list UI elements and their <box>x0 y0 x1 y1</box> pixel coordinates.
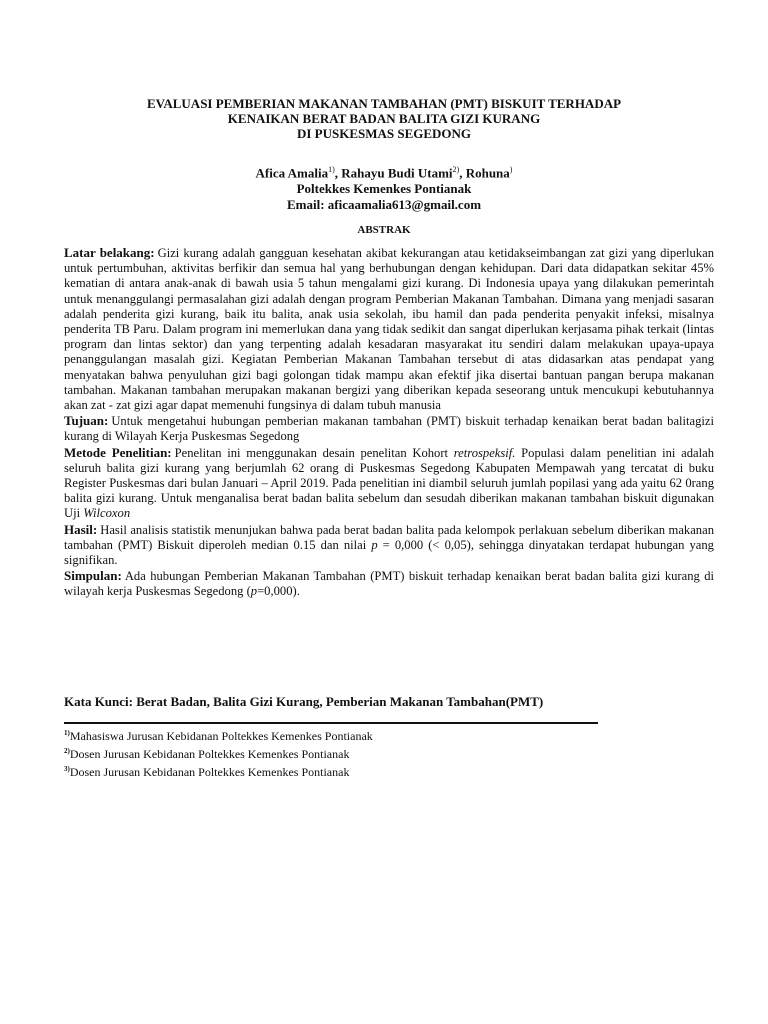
section-text: Gizi kurang adalah gangguan kesehatan akibat kekurangan atau ketidakseimbangan zat gizi yang diperlukan untuk pertumbuhan, aktivitas berfikir dan semua hal yang berhubungan dengan kehidupan. Dari data didapatkan sekitar 45% kematian di antara anak-anak di bawah usia 5 tahun mengalami gizi kurang. Di Indonesia upaya yang dilakukan pemerintah untuk menanggulangi permasalahan gizi adalah dengan program Pemberian Makanan Tambahan. Dimana yang menjadi sasaran adalah penderita gizi kurang, baik itu balita, anak usia sekolah, ibu hamil dan pada penderita penyakit infeksi, misalnya penderita TB Paru. Dalam program ini memerlukan dana yang tidak sedikit dan sangat diperlukan kerjasama pihak terkait (lintas program dan lintas sektor) dan yang terpenting adalah kesadaran masyarakat itu sendiri dalam melakukan upaya-upaya penanggulangan masalah gizi. Kegiatan Pemberian Makanan Tambahan tersebut di atas didasarkan atas pendapat yang menyatakan bahwa penyuluhan gizi bagi golongan tidak mampu akan efektif jika disertai bantuan pangan berupa makanan tambahan. Makanan tambahan merupakan makanan bergizi yang diberikan kepada seseorang untuk mencukupi kebutuhannya akan zat - zat gizi agar dapat memenuhi fungsinya di dalam tubuh manusia <box>64 246 714 413</box>
title-line-2: KENAIKAN BERAT BADAN BALITA GIZI KURANG <box>227 111 541 126</box>
author-affiliation-mark: 2) <box>452 165 460 174</box>
section-text: = 0,000 (< 0,05), sehingga dinyatakan terdapat hubungan yang signifikan. <box>64 537 714 568</box>
title-line-1: EVALUASI PEMBERIAN MAKANAN TAMBAHAN (PMT) BISKUIT TERHADAP <box>146 96 622 111</box>
title-line-3: DI PUSKESMAS SEGEDONG <box>296 126 472 141</box>
paper-title <box>0 96 768 141</box>
author-affiliation-mark: 1) <box>328 165 335 174</box>
author-block <box>0 162 768 213</box>
footnotes <box>64 726 714 780</box>
author-list <box>0 162 768 181</box>
section-label: Simpulan: <box>64 568 122 584</box>
abstract-method <box>64 445 714 522</box>
author-affiliation-mark: ) <box>509 165 513 174</box>
footnote <box>64 726 714 744</box>
footnote-mark: 1) <box>64 729 70 737</box>
author-name: Rahayu Budi Utami <box>341 165 453 181</box>
italic-term: retrospeksif. <box>453 445 516 460</box>
italic-term: p <box>250 584 258 599</box>
section-label: Tujuan: <box>64 413 109 429</box>
keywords: Kata Kunci: Berat Badan, Balita Gizi Kurang, Pemberian Makanan Tambahan(PMT) <box>64 694 544 709</box>
section-label: Latar belakang: <box>64 245 155 260</box>
footnote-divider <box>64 722 598 724</box>
section-text: Populasi dalam penelitian ini adalah seluruh balita gizi kurang yang berjumlah 62 orang di Puskesmas Segedong Kabupaten Mempawah yang tercatat di buku Register Puskesmas dari bulan Januari – April 2019. Pada penelitian ini diambil seluruh jumlah popilasi yang ada yaitu 62 0rang balita gizi kurang. Untuk menganalisa berat badan balita sebelum dan sesudah diberikan makanan tambahan biskuit digunakan Uji <box>64 445 714 521</box>
section-text: Ada hubungan Pemberian Makanan Tambahan (PMT) biskuit terhadap kenaikan berat badan balita gizi kurang di wilayah kerja Puskesmas Segedong ( <box>64 569 714 599</box>
footnote-text: Dosen Jurusan Kebidanan Poltekkes Kemenkes Pontianak <box>69 765 350 779</box>
abstract-background <box>64 245 714 413</box>
abstract-conclusion <box>64 568 714 599</box>
footnote-text: Dosen Jurusan Kebidanan Poltekkes Kemenkes Pontianak <box>69 747 350 761</box>
italic-term: p <box>371 537 378 552</box>
footnote <box>64 744 714 762</box>
author-email: Email: aficaamalia613@gmail.com <box>286 197 482 213</box>
section-label: Metode Penelitian: <box>64 444 172 460</box>
footnote-text: Mahasiswa Jurusan Kebidanan Poltekkes Kemenkes Pontianak <box>69 729 373 743</box>
footnote <box>64 762 714 780</box>
abstract-results <box>64 522 714 569</box>
author-separator: , <box>334 165 342 181</box>
section-label: Hasil: <box>64 521 98 537</box>
section-text: Untuk mengetahui hubungan pemberian makanan tambahan (PMT) biskuit terhadap kenaikan berat badan balitagizi kurang di Wilayah Kerja Puskesmas Segedong <box>64 414 714 444</box>
section-text: Hasil analisis statistik menunjukan bahwa pada berat badan balita pada kelompok perlakuan sebelum diberikan makanan tambahan (PMT) Biskuit diperoleh median 0.15 dan nilai <box>64 522 714 552</box>
author-name: Rohuna <box>465 165 510 181</box>
footnote-mark: 2) <box>64 747 70 755</box>
footnote-mark: 3) <box>64 765 70 773</box>
author-name: Afica Amalia <box>255 165 329 181</box>
abstract-purpose <box>64 413 714 444</box>
section-text: Penelitan ini menggunakan desain penelitan Kohort <box>174 445 454 460</box>
author-separator: , <box>459 165 466 181</box>
abstract-heading: ABSTRAK <box>357 224 411 236</box>
abstract-body <box>64 245 714 600</box>
section-text: =0,000). <box>257 584 300 599</box>
institution: Poltekkes Kemenkes Pontianak <box>296 181 472 197</box>
italic-term: Wilcoxon <box>83 506 131 521</box>
